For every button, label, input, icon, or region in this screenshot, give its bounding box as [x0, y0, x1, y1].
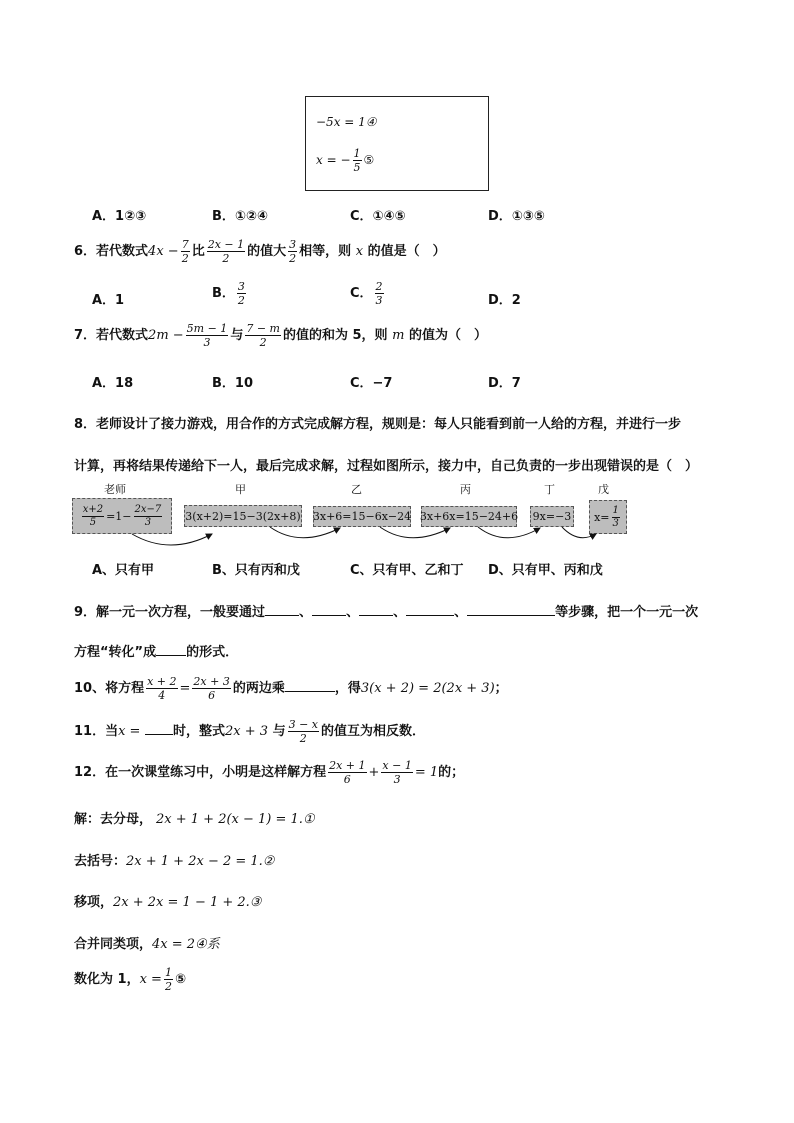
q5-option-c[interactable]: C．①④⑤ — [350, 209, 406, 224]
blank-2[interactable] — [312, 603, 346, 616]
q6-frac-1: $\frac{7}{2}$ — [181, 238, 189, 265]
q5-option-d[interactable]: D．①③⑤ — [488, 209, 545, 224]
blank-11[interactable] — [145, 722, 173, 735]
q6-option-b[interactable]: B． $\frac{3}{2}$ — [212, 280, 245, 307]
blank-3[interactable] — [359, 603, 393, 616]
q6-frac-2: $\frac{2x - 1}{2}$ — [207, 238, 245, 265]
role-yi: 乙 — [351, 483, 362, 496]
question-10: 10、将方程 $\frac{x + 2}{4}$ = $\frac{2x + 3}{6}$ 的两边乘 ，得3(x + 2) = 2(2x + 3)； — [74, 675, 508, 702]
box-line-2-lhs: x = − — [316, 153, 351, 167]
q7-option-c[interactable]: C．−7 — [350, 376, 393, 391]
step-3: 移项，2x + 2x = 1 − 1 + 2.③ — [74, 895, 262, 910]
arrow-2 — [270, 527, 340, 538]
arrow-5 — [562, 527, 596, 538]
question-6: 6．若代数式4x − $\frac{7}{2}$ 比 $\frac{2x - 1}{2}$ 的值大 $\frac{3}{2}$ 相等，则 x 的值是（ ） — [74, 238, 446, 265]
q6-option-d[interactable]: D．2 — [488, 293, 521, 308]
question-12: 12．在一次课堂练习中，小明是这样解方程 $\frac{2x + 1}{6}$ + $\frac{x - 1}{3}$ = 1的； — [74, 759, 465, 786]
q7-frac-2: $\frac{7 - m}{2}$ — [246, 322, 280, 349]
relay-box-wu: x= $\frac{1}{3}$ — [589, 500, 627, 534]
role-wu: 戊 — [598, 483, 609, 496]
relay-box-jia: 3(x+2)=15−3(2x+8) — [184, 505, 302, 527]
q7-frac-1: $\frac{5m - 1}{3}$ — [186, 322, 228, 349]
blank-10[interactable] — [285, 679, 335, 692]
q8-option-a[interactable]: A、只有甲 — [92, 563, 155, 578]
step-5: 数化为 1，x = $\frac{1}{2}$ ⑤ — [74, 966, 186, 993]
question-11: 11．当x = 时，整式2x + 3 与 $\frac{3 - x}{2}$ 的值互为相反数． — [74, 718, 426, 745]
box-mark: ⑤ — [363, 153, 375, 167]
relay-arrows — [0, 0, 794, 560]
q6-frac-3: $\frac{3}{2}$ — [289, 238, 297, 265]
relay-box-bing: 3x+6x=15−24+6 — [421, 506, 517, 527]
box-line-1: −5x = 1④ — [316, 115, 377, 129]
q7-option-b[interactable]: B．10 — [212, 376, 253, 391]
relay-box-ding: 9x=−3 — [530, 506, 574, 527]
q8-option-c[interactable]: C、只有甲、乙和丁 — [350, 563, 464, 578]
q5-option-b[interactable]: B．①②④ — [212, 209, 268, 224]
blank-1[interactable] — [265, 603, 299, 616]
q7-option-a[interactable]: A．18 — [92, 376, 134, 391]
q6-option-a[interactable]: A．1 — [92, 293, 125, 308]
question-9-line-2: 方程“转化”成 的形式． — [74, 645, 239, 660]
blank-6[interactable] — [156, 643, 186, 656]
arrow-1 — [132, 534, 212, 545]
q8-option-b[interactable]: B、只有丙和戊 — [212, 563, 300, 578]
step-2: 去括号：2x + 1 + 2x − 2 = 1.② — [74, 854, 275, 869]
question-9-line-1: 9．解一元一次方程，一般要通过 、 、 、 、 等步骤，把一个一元一次 — [74, 605, 699, 620]
role-ding: 丁 — [544, 483, 555, 496]
q8-option-d[interactable]: D、只有甲、丙和戊 — [488, 563, 603, 578]
q7-option-d[interactable]: D．7 — [488, 376, 521, 391]
arrow-4 — [478, 527, 540, 538]
relay-box-yi: 3x+6=15−6x−24 — [313, 506, 411, 527]
role-teacher: 老师 — [104, 483, 126, 496]
q5-option-a[interactable]: A．1②③ — [92, 209, 147, 224]
blank-4[interactable] — [406, 603, 454, 616]
relay-box-teacher: $\frac{x+2}{5}$ =1− $\frac{2x-7}{3}$ — [72, 498, 172, 534]
box-fraction: $\frac{1}{5}$ — [353, 147, 361, 174]
blank-5[interactable] — [467, 603, 555, 616]
step-1: 解：去分母， 2x + 1 + 2(x − 1) = 1.① — [74, 812, 315, 827]
role-jia: 甲 — [235, 483, 246, 496]
question-8-line-1: 8．老师设计了接力游戏，用合作的方式完成解方程，规则是：每人只能看到前一人给的方程，并进行一步 — [74, 417, 682, 432]
arrow-3 — [380, 527, 450, 538]
question-7: 7．若代数式2m − $\frac{5m - 1}{3}$ 与 $\frac{7 - m}{2}$ 的值的和为 5，则 m 的值为（ ） — [74, 322, 487, 349]
question-8-line-2: 计算，再将结果传递给下一人，最后完成求解，过程如图所示，接力中，自己负责的一步出现错误的是（ ） — [74, 459, 699, 474]
step-4: 合并同类项，4x = 2④系 — [74, 937, 220, 952]
q6-option-c[interactable]: C． $\frac{2}{3}$ — [350, 280, 383, 307]
role-bing: 丙 — [460, 483, 471, 496]
